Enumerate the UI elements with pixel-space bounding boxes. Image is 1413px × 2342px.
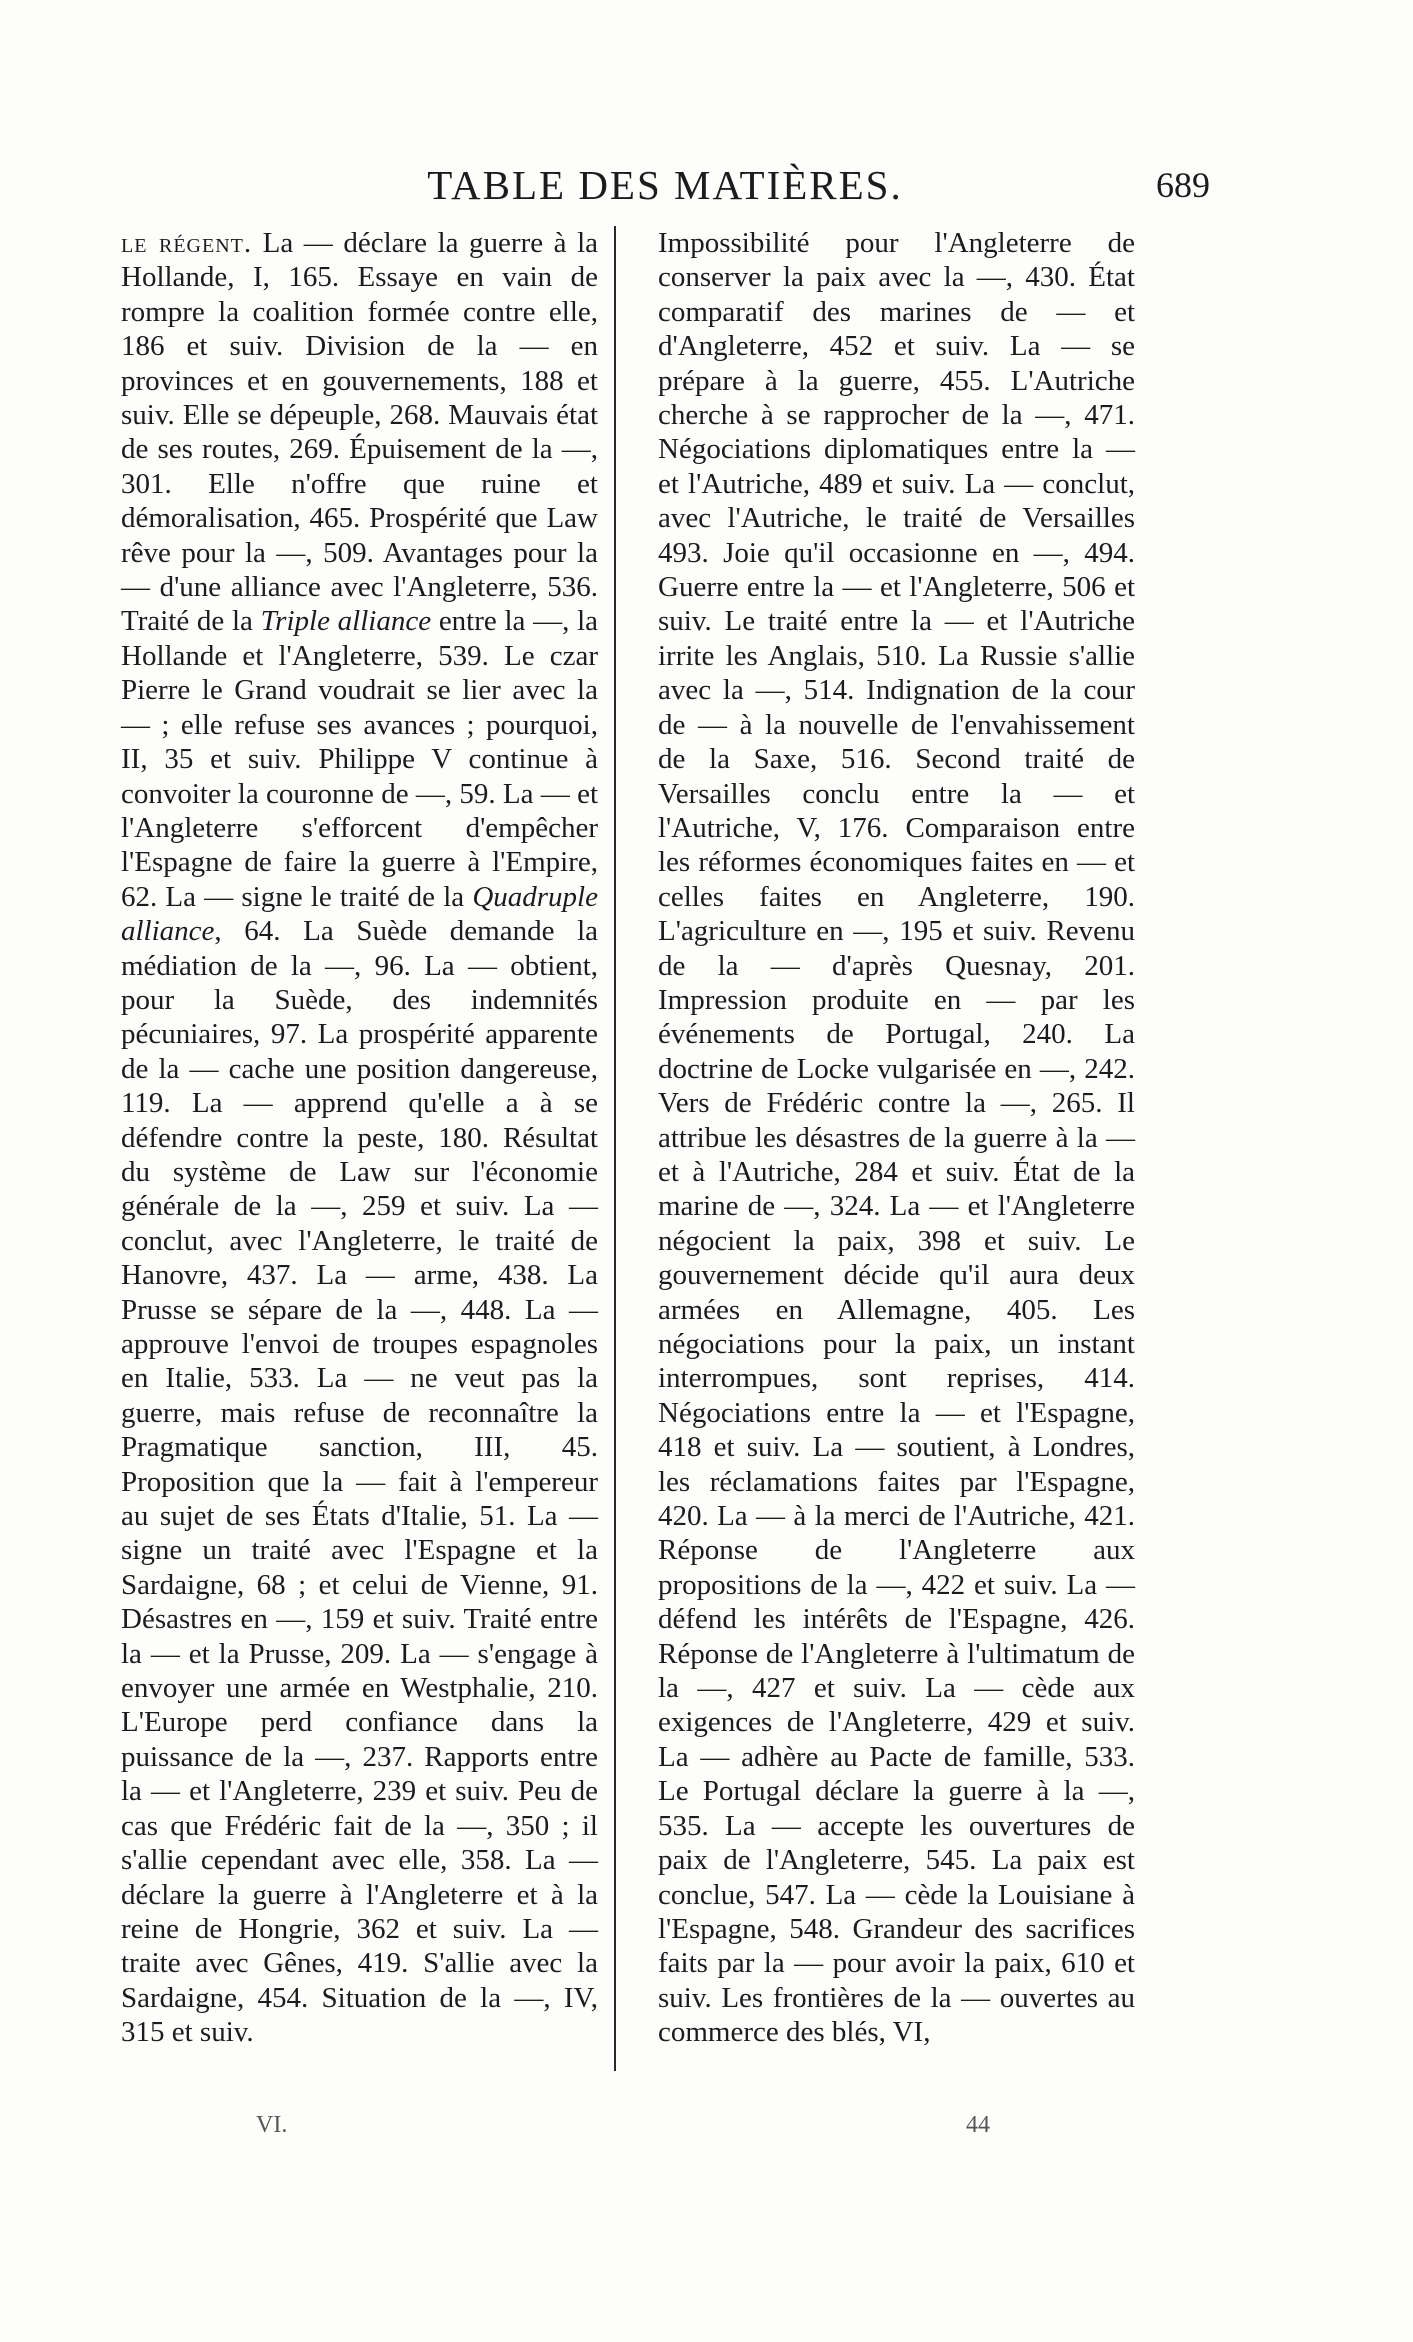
entry-text-part-3: , 64. La Suède demande la médiation de la —, 96. La — obtient, pour la Suède, des indemnités pécuniaires, 97. La prospérité apparente de la — cache une position dangereuse, 119. La — apprend qu'elle a à se défendre contre la peste, 180. Résultat du système de Law sur l'économie générale de la —, 259 et suiv. La — conclut, avec l'Angleterre, le traité de Hanovre, 437. La — arme, 438. La Prusse se sépare de la —, 448. La — approuve l'envoi de troupes espagnoles en Italie, 533. La — ne veut pas la guerre, mais refuse de reconnaître la Pragmatique sanction, III, 45. Proposition que la — fait à l'empereur au sujet de ses États d'Italie, 51. La — signe un traité avec l'Espagne et la Sardaigne, 68 ; et celui de Vienne, 91. Désastres en —, 159 et suiv. Traité entre la — et la Prusse, 209. La — s'engage à envoyer une armée en Westphalie, 210. L'Europe perd confiance dans la puissance de la —, 237. Rapports entre la — et l'Angleterre, 239 et suiv. Peu de cas que Frédéric fait de la —, 350 ; il s'allie cependant avec elle, 358. La — déclare la guerre à l'Angleterre et à la reine de Hongrie, 362 et suiv. La — traite avec Gênes, 419. S'allie avec la Sardaigne, 454. Situation de la —, IV, 315 et suiv. <box>121 915 598 2049</box>
right-column <box>658 226 1135 2050</box>
page-number: 689 <box>1156 165 1210 205</box>
column-divider <box>614 226 616 2071</box>
treaty-name-triple-alliance: Triple alliance <box>260 605 432 638</box>
treaty-name-quadruple-alliance: Quadruple alliance <box>121 880 598 948</box>
page-title: TABLE DES MATIÈRES. <box>427 162 903 208</box>
left-column <box>121 226 598 2050</box>
entry-text-part-1: La — déclare la guerre à la Hollande, I, 165. Essaye en vain de rompre la coalition formée contre elle, 186 et suiv. Division de la — en provinces et en gouvernements, 188 et suiv. Elle se dépeuple, 268. Mauvais état de ses routes, 269. Épuisement de la —, 301. Elle n'offre que ruine et démoralisation, 465. Prospérité que Law rêve pour la —, 509. Avantages pour la — d'une alliance avec l'Angleterre, 536. Traité de la <box>121 227 598 638</box>
index-entry-continuation: Impossibilité pour l'Angleterre de conserver la paix avec la —, 430. État comparatif des marines de — et d'Angleterre, 452 et suiv. La — se prépare à la guerre, 455. L'Autriche cherche à se rapprocher de la —, 471. Négociations diplomatiques entre la — et l'Autriche, 489 et suiv. La — conclut, avec l'Autriche, le traité de Versailles 493. Joie qu'il occasionne en —, 494. Guerre entre la — et l'Angleterre, 506 et suiv. Le traité entre la — et l'Autriche irrite les Anglais, 510. La Russie s'allie avec la —, 514. Indignation de la cour de — à la nouvelle de l'envahissement de la Saxe, 516. Second traité de Versailles conclu entre la — et l'Autriche, V, 176. Comparaison entre les réformes économiques faites en — et celles faites en Angleterre, 190. L'agriculture en —, 195 et suiv. Revenu de la — d'après Quesnay, 201. Impression produite en — par les événements de Portugal, 240. La doctrine de Locke vulgarisée en —, 242. Vers de Frédéric contre la —, 265. Il attribue les désastres de la guerre à la — et à l'Autriche, 284 et suiv. État de la marine de —, 324. La — et l'Angleterre négocient la paix, 398 et suiv. Le gouvernement décide qu'il aura deux armées en Allemagne, 405. Les négociations pour la paix, un instant interrompues, sont reprises, 414. Négociations entre la — et l'Espagne, 418 et suiv. La — soutient, à Londres, les réclamations faites par l'Espagne, 420. La — à la merci de l'Autriche, 421. Réponse de l'Angleterre aux propositions de la —, 422 et suiv. La — défend les intérêts de l'Espagne, 426. Réponse de l'Angleterre à l'ultimatum de la —, 427 et suiv. La — cède aux exigences de l'Angleterre, 429 et suiv. La — adhère au Pacte de famille, 533. Le Portugal déclare la guerre à la —, 535. La — accepte les ouvertures de paix de l'Angleterre, 545. La paix est conclue, 547. La — cède la Louisiane à l'Espagne, 548. Grandeur des sacrifices faits par la — pour avoir la paix, 610 et suiv. Les frontières de la — ouvertes au commerce des blés, VI, <box>658 227 1135 2049</box>
signature-mark: VI. <box>256 2112 288 2138</box>
quire-mark: 44 <box>966 2112 990 2138</box>
running-head <box>120 160 1210 210</box>
entry-text-part-2: entre la —, la Hollande et l'Angleterre, 539. Le czar Pierre le Grand voudrait se lier avec la — ; elle refuse ses avances ; pourquoi, II, 35 et suiv. Philippe V continue à convoiter la couronne de —, 59. La — et l'Angleterre s'efforcent d'empêcher l'Espagne de faire la guerre à l'Empire, 62. La — signe le traité de la <box>121 605 599 913</box>
entry-heading: le régent. <box>121 227 253 259</box>
index-entry-text <box>121 226 598 2050</box>
